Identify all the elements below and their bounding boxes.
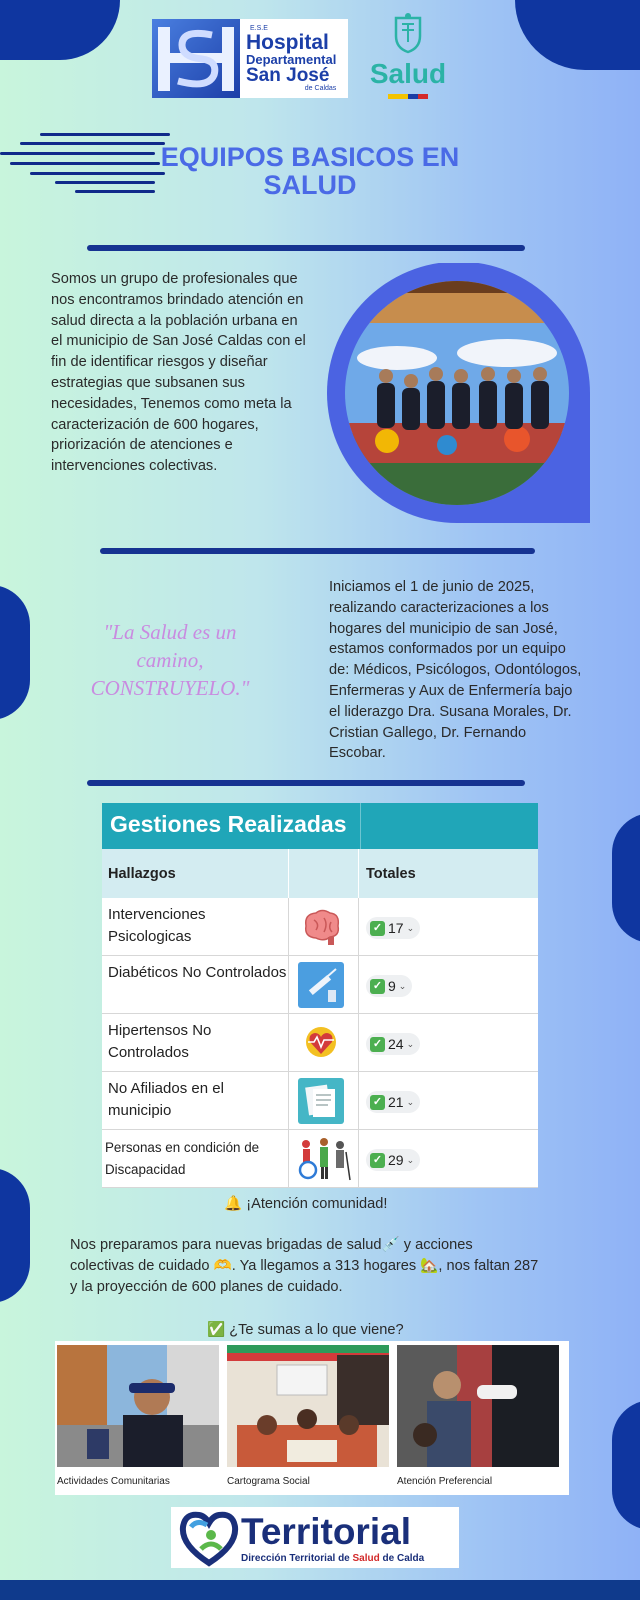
photo-social-cartogram xyxy=(227,1345,389,1467)
column-totales: Totales xyxy=(366,866,416,882)
decor-blob-top-right xyxy=(515,0,640,70)
team-photo xyxy=(327,263,590,523)
table-title-bar xyxy=(102,803,538,849)
photo-caption: Atención Preferencial xyxy=(397,1476,493,1487)
community-alert: 🔔 ¡Atención comunidad! xyxy=(224,1196,388,1212)
hospital-ese: E.S.E xyxy=(250,25,268,32)
row-label: Diabéticos No Controlados xyxy=(108,964,287,981)
territorial-sub-after: de Calda xyxy=(379,1553,425,1564)
decor-blob-left-1 xyxy=(0,585,30,720)
check-icon: ✓ xyxy=(370,1037,385,1052)
disability-icon xyxy=(294,1136,352,1182)
column-separator xyxy=(358,898,359,955)
chevron-down-icon: ⌄ xyxy=(406,923,415,933)
photo-caption: Actividades Comunitarias xyxy=(57,1476,170,1487)
heart-person-icon xyxy=(177,1509,241,1567)
decor-blob-right-1 xyxy=(612,813,640,943)
ministry-salud-logo xyxy=(365,12,451,110)
column-separator xyxy=(288,1130,289,1187)
table-row xyxy=(102,956,538,1014)
speed-stripe xyxy=(0,152,155,155)
territorial-sub-before: Dirección Territorial de xyxy=(241,1553,353,1564)
decor-blob-top-left xyxy=(0,0,120,60)
brain-icon xyxy=(298,904,344,950)
territorial-sub-highlight: Salud xyxy=(352,1553,380,1564)
decor-blob-right-2 xyxy=(612,1400,640,1530)
table-column-header xyxy=(102,849,538,898)
hospital-logo xyxy=(152,19,348,98)
hospital-word: Hospital xyxy=(246,31,329,54)
table-row xyxy=(102,1014,538,1072)
photo-preferential-care xyxy=(397,1345,559,1467)
photo-community-activities xyxy=(57,1345,219,1467)
column-separator xyxy=(358,849,359,898)
total-value: 29 xyxy=(388,1152,404,1168)
chevron-down-icon: ⌄ xyxy=(398,981,407,991)
territorial-subtitle xyxy=(241,1553,424,1564)
intro-paragraph: Somos un grupo de profesionales que nos encontramos brindado atención en salud directa a la población urbana en el municipio de San José Caldas con el fin de identificar riesgos y diseñar estrategias que subsanen sus necesidades, Tenemos como meta la caracterización de 600 hogares, priorización de atenciones e intervenciones colectivas. xyxy=(51,271,306,475)
motto-quote: "La Salud es un camino, CONSTRUYELO." xyxy=(90,620,250,700)
hospital-mark-icon xyxy=(152,19,240,98)
total-dropdown[interactable] xyxy=(366,975,412,997)
join-question: ✅ ¿Te sumas a lo que viene? xyxy=(207,1322,404,1338)
footer-bar xyxy=(0,1580,640,1600)
column-separator xyxy=(288,849,289,898)
section-divider xyxy=(87,780,525,786)
total-value: 21 xyxy=(388,1094,404,1110)
check-icon: ✓ xyxy=(370,979,385,994)
syringe-icon xyxy=(298,962,344,1008)
row-label: Intervenciones Psicologicas xyxy=(108,906,206,945)
total-value: 24 xyxy=(388,1036,404,1052)
table-row xyxy=(102,898,538,956)
section-divider xyxy=(100,548,535,554)
column-separator xyxy=(288,956,289,1013)
total-dropdown[interactable] xyxy=(366,917,420,939)
table-title-separator xyxy=(360,803,361,849)
speed-stripe xyxy=(40,133,170,136)
photo-caption: Cartograma Social xyxy=(227,1476,310,1487)
column-separator xyxy=(288,1014,289,1071)
table-row xyxy=(102,1072,538,1130)
start-paragraph: Iniciamos el 1 de junio de 2025, realizando caracterizaciones a los hogares del municipio de san José, estamos conformados por un equipo de: Médicos, Psicólogos, Odontólogos, Enfermeras y Aux de Enfermería bajo el liderazgo Dra. Susana Morales, Dr. Cristian Gallego, Dr. Fernando Escobar. xyxy=(329,579,582,762)
ministry-salud-word: Salud xyxy=(369,58,447,89)
page-title: EQUIPOS BASICOS EN SALUD xyxy=(160,142,460,201)
heart-pressure-icon xyxy=(298,1020,344,1066)
check-icon: ✓ xyxy=(370,921,385,936)
preparation-paragraph: Nos preparamos para nuevas brigadas de salud💉 y acciones colectivas de cuidado 🫶. Ya llegamos a 313 hogares 🏡, nos faltan 287 y la proyección de 600 planes de cuidado. xyxy=(70,1237,539,1295)
column-separator xyxy=(358,1072,359,1129)
colombia-flag-stripe xyxy=(388,94,428,99)
total-value: 17 xyxy=(388,920,404,936)
check-icon: ✓ xyxy=(370,1095,385,1110)
hospital-de-caldas: de Caldas xyxy=(304,85,337,92)
column-separator xyxy=(358,1014,359,1071)
speed-stripe xyxy=(10,162,160,165)
documents-icon xyxy=(298,1078,344,1124)
photo-strip xyxy=(55,1341,569,1495)
chevron-down-icon: ⌄ xyxy=(406,1039,415,1049)
row-label: Hipertensos No Controlados xyxy=(108,1022,212,1061)
row-label: No Afiliados en el municipio xyxy=(108,1080,224,1119)
table-title: Gestiones Realizadas xyxy=(110,811,347,837)
column-separator xyxy=(358,1130,359,1187)
section-divider xyxy=(87,245,525,251)
total-dropdown[interactable] xyxy=(366,1149,420,1171)
total-value: 9 xyxy=(388,978,396,994)
table-row xyxy=(102,1130,538,1188)
decor-blob-left-2 xyxy=(0,1168,30,1303)
row-label: Personas en condición de Discapacidad xyxy=(105,1140,260,1177)
chevron-down-icon: ⌄ xyxy=(406,1097,415,1107)
territorial-word: Territorial xyxy=(241,1511,411,1552)
shield-emblem-icon xyxy=(388,12,428,54)
check-icon: ✓ xyxy=(370,1153,385,1168)
column-separator xyxy=(288,898,289,955)
hospital-departamental: Departamental xyxy=(246,52,337,67)
chevron-down-icon: ⌄ xyxy=(406,1155,415,1165)
total-dropdown[interactable] xyxy=(366,1033,420,1055)
column-separator xyxy=(288,1072,289,1129)
total-dropdown[interactable] xyxy=(366,1091,420,1113)
territorial-logo xyxy=(171,1507,459,1568)
hospital-san-jose: San José xyxy=(246,65,330,86)
column-separator xyxy=(358,956,359,1013)
column-hallazgos: Hallazgos xyxy=(108,866,176,882)
